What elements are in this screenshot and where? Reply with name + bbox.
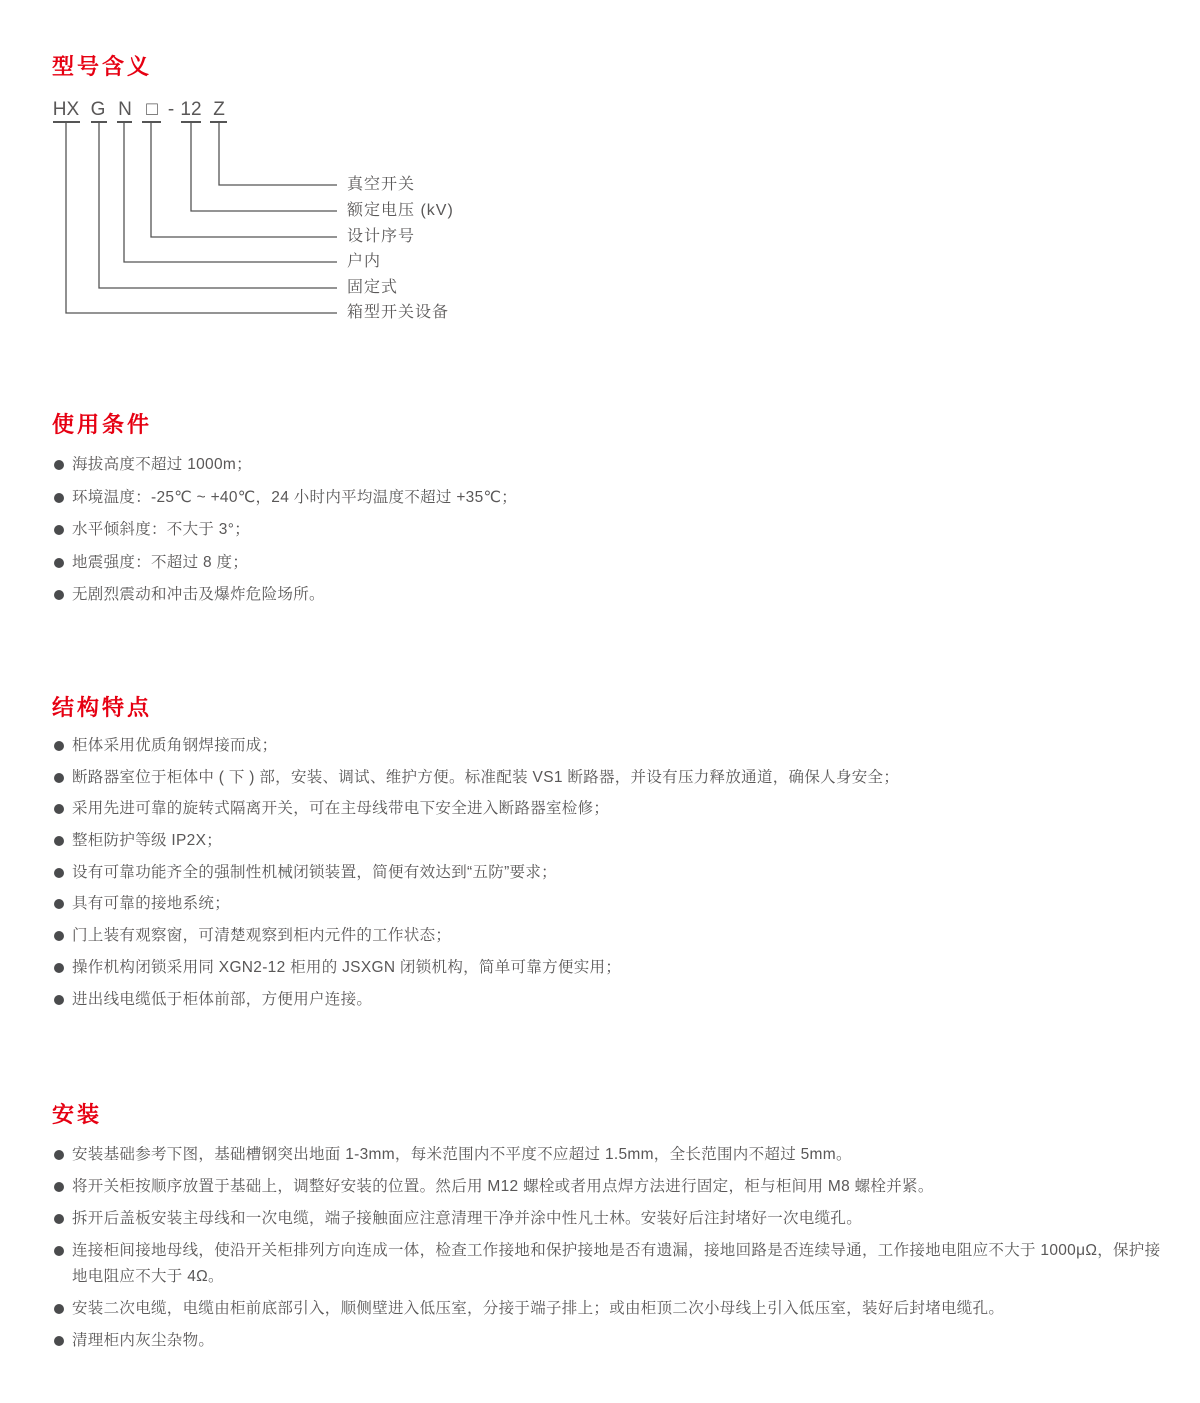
list-item (54, 1328, 1166, 1354)
list-item-text: 连接柜间接地母线，使沿开关柜排列方向连成一体，检查工作接地和保护接地是否有遗漏，接地回路是否连续导通，工作接地电阻应不大于 1000μΩ，保护接地电阻应不大于 4Ω。 (72, 1242, 1161, 1285)
list-item (54, 1206, 1166, 1232)
list-item-text: 清理柜内灰尘杂物。 (72, 1332, 215, 1349)
bullet-icon (54, 804, 64, 814)
leader-line-box (151, 123, 337, 237)
usage-conditions-list (54, 452, 1166, 615)
list-item-text: 柜体采用优质角钢焊接而成； (72, 737, 278, 754)
model-label-rated-voltage: 额定电压 (kV) (347, 202, 454, 219)
model-code-n: N (118, 99, 132, 120)
installation-list (54, 1142, 1166, 1360)
list-item-text: 安装基础参考下图，基础槽钢突出地面 1-3mm，每米范围内不平度不应超过 1.5mm，全长范围内不超过 5mm。 (72, 1146, 852, 1163)
structure-features-list (54, 733, 1166, 1018)
list-item-text: 将开关柜按顺序放置于基础上，调整好安装的位置。然后用 M12 螺栓或者用点焊方法进行固定，柜与柜间用 M8 螺栓并紧。 (72, 1178, 934, 1195)
model-code-z: Z (213, 99, 225, 120)
model-label-box-switchgear: 箱型开关设备 (347, 304, 450, 321)
list-item (54, 485, 1166, 511)
bullet-icon (54, 590, 64, 600)
bullet-icon (54, 558, 64, 568)
list-item-text: 采用先进可靠的旋转式隔离开关，可在主母线带电下安全进入断路器室检修； (72, 800, 610, 818)
bullet-icon (54, 899, 64, 909)
leader-line-z (219, 123, 337, 185)
list-item (54, 987, 1166, 1013)
list-item-text: 设有可靠功能齐全的强制性机械闭锁装置，简便有效达到“五防”要求； (72, 863, 557, 881)
list-item (54, 1142, 1166, 1168)
section-heading-usage-conditions: 使用条件 (52, 412, 153, 437)
list-item (54, 955, 1166, 981)
model-code-g: G (90, 99, 106, 120)
bullet-icon (54, 1214, 64, 1224)
model-diagram-leader-lines (0, 90, 560, 340)
leader-line-n (124, 123, 337, 262)
bullet-icon (54, 741, 64, 751)
model-code-12: 12 (180, 99, 202, 120)
list-item (54, 828, 1166, 854)
list-item-text: 操作机构闭锁采用同 XGN2-12 柜用的 JSXGN 闭锁机构，简单可靠方便实用； (72, 958, 622, 976)
leader-line-g (99, 123, 337, 288)
list-item-text: 地震强度：不超过 8 度； (72, 553, 249, 571)
bullet-icon (54, 995, 64, 1005)
section-heading-model-meaning: 型号含义 (52, 54, 153, 79)
model-label-design-serial: 设计序号 (347, 228, 416, 245)
list-item-text: 具有可靠的接地系统； (72, 895, 231, 913)
model-label-indoor: 户内 (347, 253, 382, 270)
list-item (54, 796, 1166, 822)
leader-lines (66, 123, 337, 313)
list-item-text: 整柜防护等级 IP2X； (72, 832, 223, 850)
list-item (54, 860, 1166, 886)
leader-line-12 (191, 123, 337, 211)
model-code-box: □ (146, 99, 158, 120)
bullet-icon (54, 1246, 64, 1256)
model-label-fixed-type: 固定式 (347, 279, 399, 296)
bullet-icon (54, 963, 64, 973)
bullet-icon (54, 868, 64, 878)
section-heading-structure-features: 结构特点 (52, 695, 153, 720)
list-item (54, 765, 1166, 791)
list-item (54, 550, 1166, 576)
bullet-icon (54, 525, 64, 535)
list-item (54, 891, 1166, 917)
leader-line-hx (66, 123, 337, 313)
bullet-icon (54, 836, 64, 846)
list-item (54, 923, 1166, 949)
model-label-vacuum-switch: 真空开关 (347, 176, 416, 193)
bullet-icon (54, 460, 64, 470)
bullet-icon (54, 1304, 64, 1314)
list-item-text: 门上装有观察窗，可清楚观察到柜内元件的工作状态； (72, 927, 452, 945)
bullet-icon (54, 773, 64, 783)
bullet-icon (54, 1150, 64, 1160)
bullet-icon (54, 1336, 64, 1346)
model-code-separator: - (167, 99, 175, 120)
list-item (54, 1296, 1166, 1322)
bullet-icon (54, 493, 64, 503)
list-item (54, 1238, 1166, 1290)
list-item (54, 733, 1166, 759)
list-item-text: 拆开后盖板安装主母线和一次电缆，端子接触面应注意清理干净并涂中性凡士林。安装好后注封堵好一次电缆孔。 (72, 1210, 863, 1227)
list-item (54, 1174, 1166, 1200)
bullet-icon (54, 1182, 64, 1192)
list-item-text: 环境温度：-25℃ ~ +40℃，24 小时内平均温度不超过 +35℃； (72, 488, 518, 506)
list-item (54, 517, 1166, 543)
list-item-text: 安装二次电缆，电缆由柜前底部引入，顺侧壁进入低压室，分接于端子排上；或由柜顶二次小母线上引入低压室，装好后封堵电缆孔。 (72, 1300, 1005, 1317)
list-item-text: 无剧烈震动和冲击及爆炸危险场所。 (72, 586, 325, 603)
list-item (54, 452, 1166, 478)
list-item-text: 海拔高度不超过 1000m； (72, 456, 252, 473)
section-heading-installation: 安装 (52, 1102, 103, 1127)
list-item-text: 进出线电缆低于柜体前部，方便用户连接。 (72, 990, 373, 1008)
list-item-text: 断路器室位于柜体中 ( 下 ) 部，安装、调试、维护方便。标准配装 VS1 断路器，并设有压力释放通道，确保人身安全； (72, 768, 900, 786)
bullet-icon (54, 931, 64, 941)
model-code-hx: HX (52, 99, 80, 120)
model-designation-diagram (0, 90, 560, 340)
list-item (54, 582, 1166, 608)
list-item-text: 水平倾斜度：不大于 3°； (72, 521, 251, 538)
